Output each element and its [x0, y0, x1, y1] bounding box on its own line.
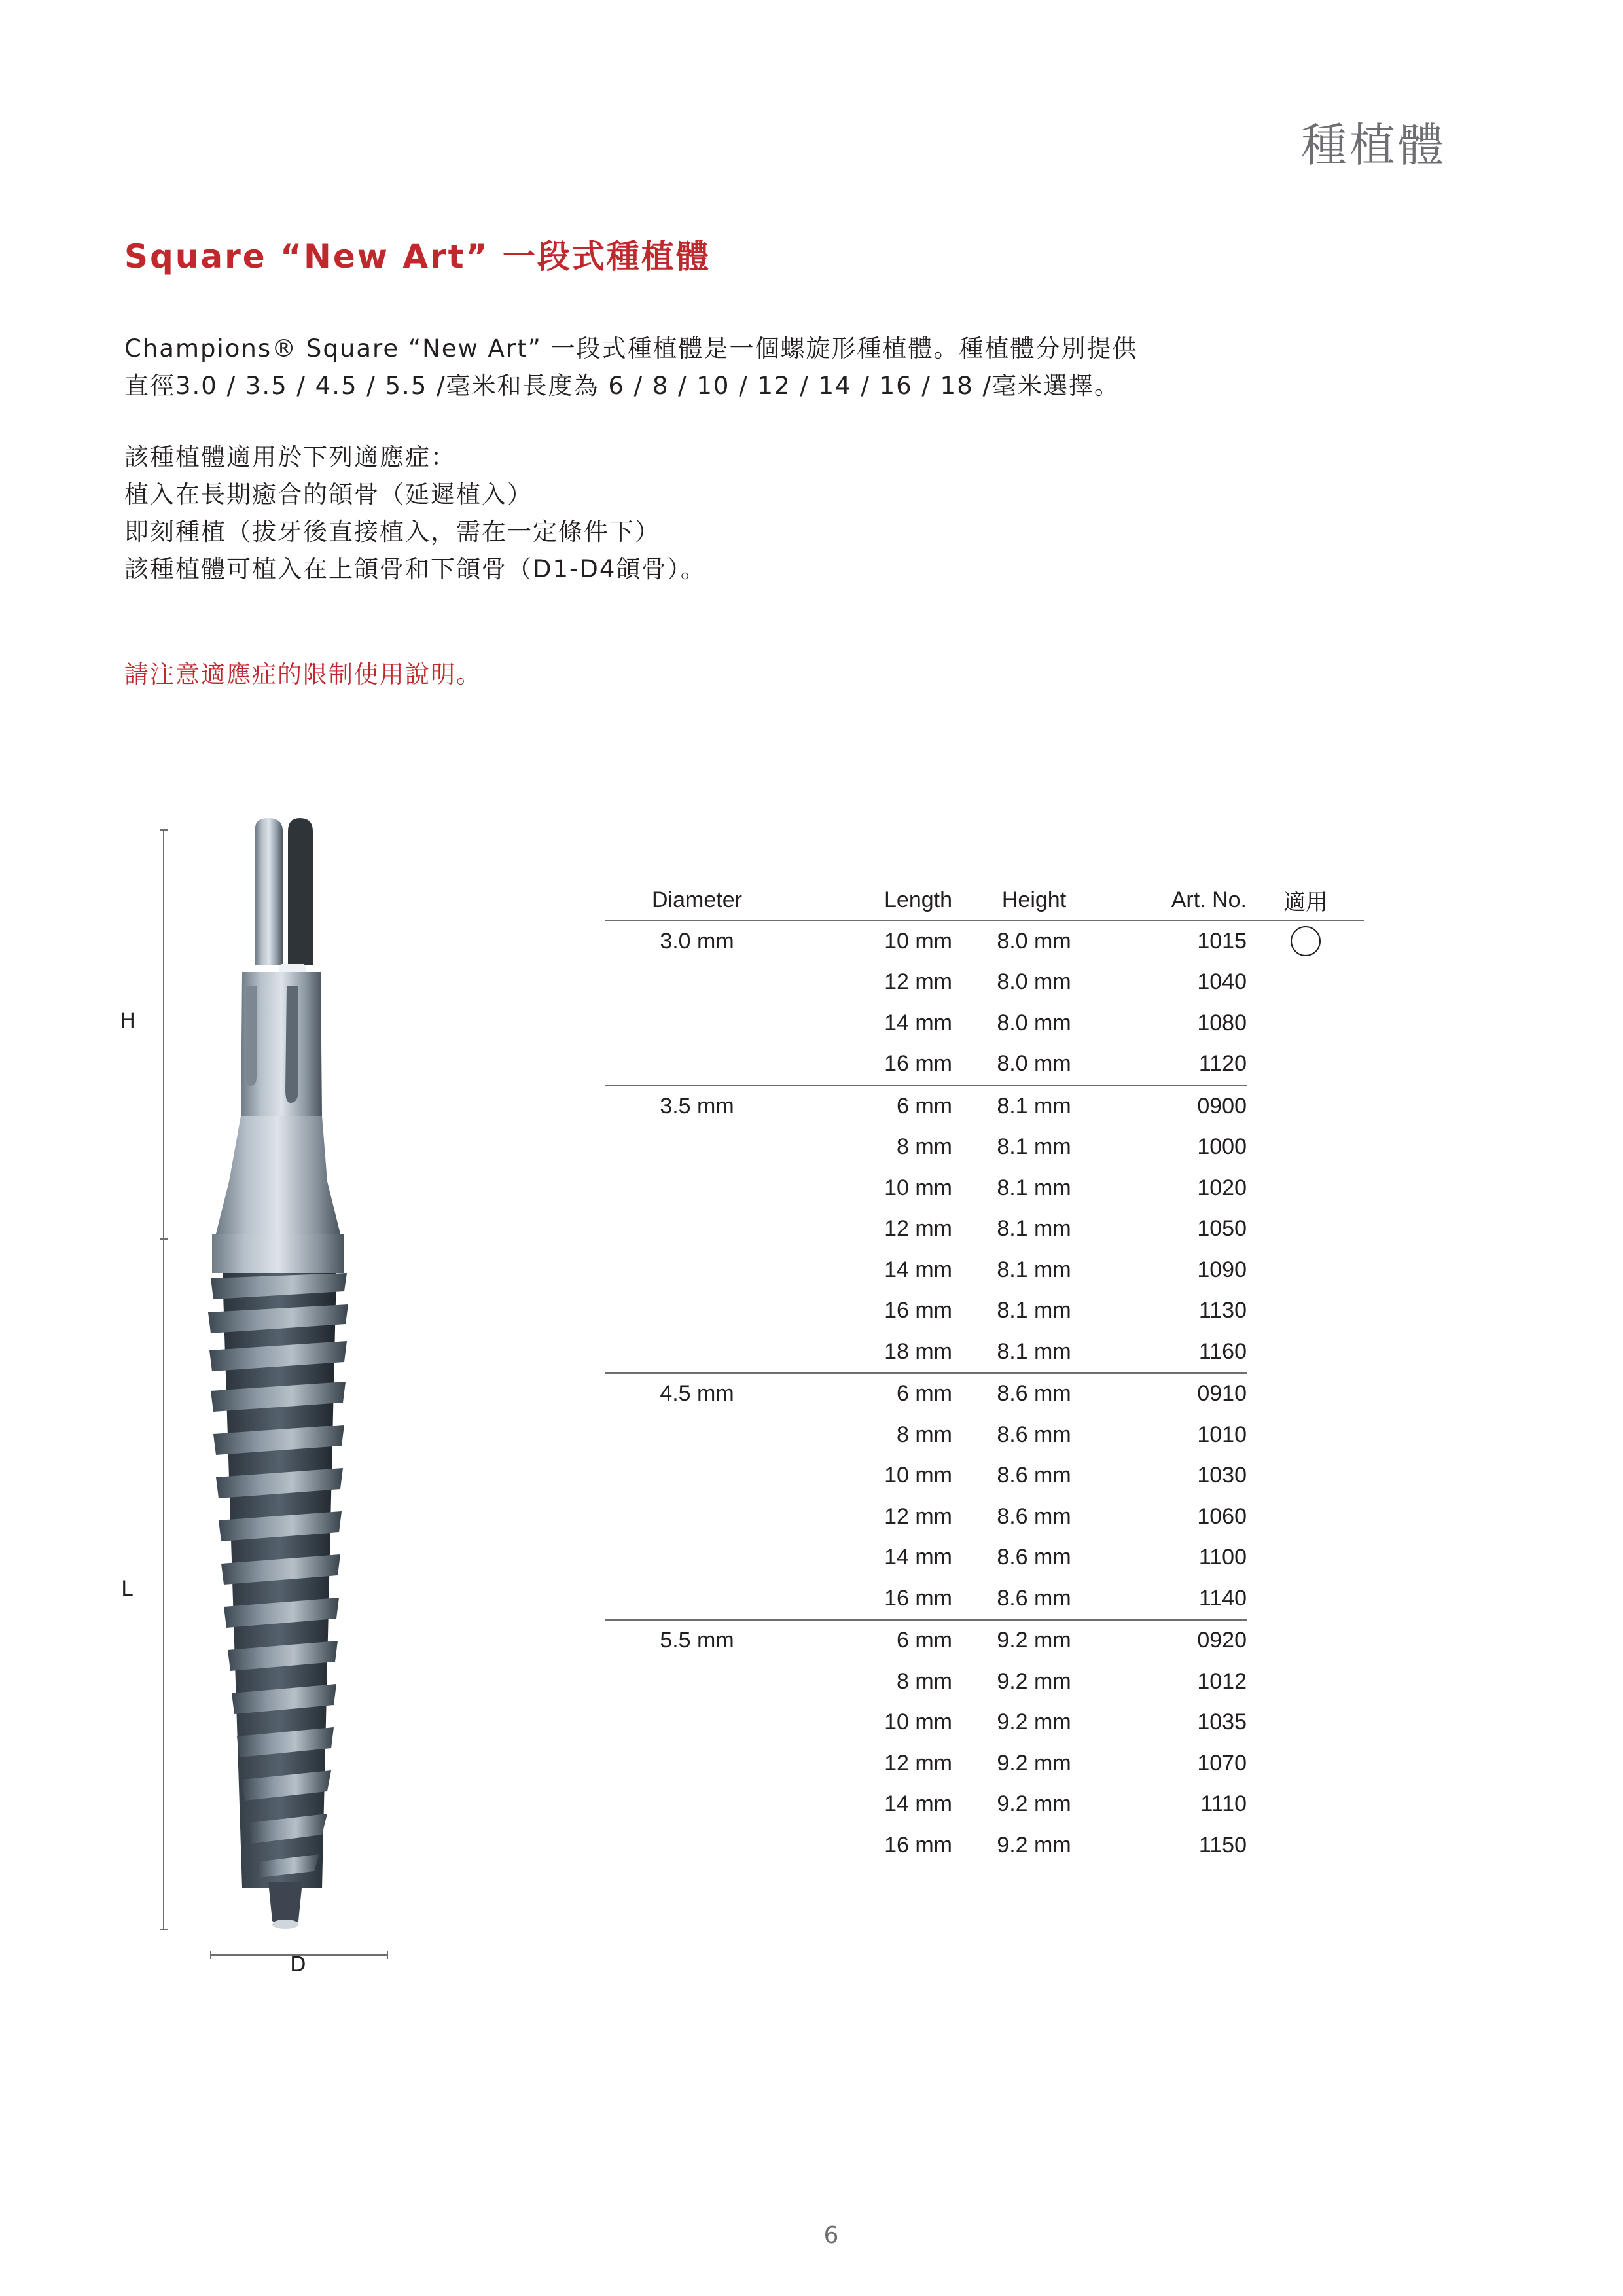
cell-length: 12 mm [884, 1216, 952, 1242]
cell-height: 8.1 mm [997, 1257, 1071, 1282]
cell-art-no: 1140 [1116, 1578, 1247, 1620]
cell-diameter [605, 1661, 789, 1702]
cell-height: 9.2 mm [997, 1832, 1071, 1857]
cell-diameter [605, 1209, 789, 1250]
cell-diameter [605, 962, 789, 1003]
cell-diameter [605, 1414, 789, 1456]
table-row [605, 1291, 1364, 1332]
cell-length: 10 mm [884, 1175, 952, 1200]
cell-length: 18 mm [789, 1331, 952, 1373]
cell-diameter [605, 1743, 789, 1784]
column-header-applicable: 適用 [1247, 880, 1364, 920]
column-header-diameter: Diameter [605, 880, 789, 920]
cell-length: 8 mm [897, 1134, 952, 1160]
cell-art-no: 1070 [1197, 1750, 1247, 1776]
cell-art-no: 1035 [1197, 1710, 1247, 1735]
page-title: Square “New Art” 一段式種植體 [124, 238, 711, 276]
cell-length: 10 mm [884, 928, 952, 954]
cell-diameter [605, 1331, 789, 1373]
cell-diameter [605, 1578, 789, 1620]
cell-height: 8.1 mm [997, 1298, 1071, 1323]
table-row [605, 962, 1364, 1003]
dimension-d-label: D [290, 1952, 306, 1977]
cell-height: 8.6 mm [997, 1503, 1071, 1529]
cell-length: 14 mm [884, 1791, 952, 1817]
page-number: 6 [823, 2222, 839, 2249]
cell-length: 10 mm [884, 1710, 952, 1735]
cell-diameter [605, 1249, 789, 1291]
table-row [605, 1496, 1364, 1537]
section-label: 種植體 [1301, 118, 1446, 172]
table-row [605, 1414, 1364, 1456]
cell-height: 8.1 mm [952, 1331, 1116, 1373]
intro-line: Champions® Square “New Art” 一段式種植體是一個螺旋形種植體。種植體分別提供 [124, 334, 1138, 363]
cell-art-no: 1015 [1197, 928, 1247, 954]
cell-art-no: 1010 [1197, 1422, 1247, 1447]
cell-art-no: 1012 [1197, 1668, 1247, 1694]
cell-diameter: 3.0 mm [660, 928, 734, 954]
cell-art-no: 1030 [1197, 1463, 1247, 1488]
cell-diameter: 4.5 mm [660, 1381, 734, 1407]
intro-line: 直徑3.0 / 3.5 / 4.5 / 5.5 /毫米和長度為 6 / 8 / 10 / 12 / 14 / 16 / 18 /毫米選擇。 [124, 372, 1120, 400]
table-row [605, 1456, 1364, 1497]
cell-length: 16 mm [884, 1832, 952, 1857]
cell-diameter [605, 1496, 789, 1537]
cell-height: 8.6 mm [997, 1545, 1071, 1570]
table-row [605, 1003, 1364, 1044]
cell-height: 8.6 mm [952, 1578, 1116, 1620]
cell-height: 9.2 mm [997, 1668, 1071, 1694]
table-row [605, 1825, 1364, 1866]
table-row [605, 1373, 1364, 1415]
cell-art-no: 1090 [1197, 1257, 1247, 1282]
cell-height: 8.0 mm [997, 969, 1071, 995]
cell-length: 12 mm [884, 1503, 952, 1529]
cell-art-no: 1160 [1116, 1331, 1247, 1373]
cell-height: 8.6 mm [997, 1463, 1071, 1488]
table-row [605, 1743, 1364, 1784]
cell-length: 10 mm [884, 1463, 952, 1488]
cell-art-no: 1120 [1116, 1044, 1247, 1086]
table-row [605, 1331, 1364, 1373]
indication-item: 該種植體可植入在上頜骨和下頜骨（D1-D4頜骨）。 [124, 555, 706, 583]
table-row [605, 920, 1364, 962]
column-header-art-no: Art. No. [1116, 880, 1247, 920]
cell-height: 9.2 mm [997, 1750, 1071, 1776]
cell-art-no: 1060 [1197, 1503, 1247, 1529]
cell-height: 9.2 mm [997, 1791, 1071, 1817]
indications-heading: 該種植體適用於下列適應症： [124, 443, 456, 471]
table-row [605, 1578, 1364, 1620]
table-row [605, 1702, 1364, 1744]
cell-height: 8.1 mm [997, 1175, 1071, 1200]
dimension-l-label: L [121, 1576, 133, 1601]
cell-length: 14 mm [884, 1545, 952, 1570]
cell-length: 6 mm [897, 1628, 952, 1653]
table-row [605, 1620, 1364, 1662]
cell-art-no: 1050 [1197, 1216, 1247, 1242]
table-row [605, 1249, 1364, 1291]
cell-diameter [605, 1784, 789, 1825]
cell-art-no: 1150 [1198, 1832, 1247, 1857]
cell-diameter [605, 1044, 789, 1086]
table-row [605, 1044, 1364, 1086]
cell-diameter [605, 1702, 789, 1744]
cell-length: 14 mm [884, 1257, 952, 1282]
cell-art-no: 1110 [1200, 1791, 1247, 1817]
cell-art-no: 1100 [1198, 1545, 1247, 1570]
cell-height: 8.0 mm [997, 928, 1071, 954]
cell-art-no: 1000 [1197, 1134, 1247, 1160]
cell-diameter [605, 1537, 789, 1579]
cell-art-no: 1130 [1198, 1298, 1247, 1323]
cell-height: 8.1 mm [997, 1134, 1071, 1160]
cell-length: 8 mm [897, 1422, 952, 1447]
cell-length: 6 mm [897, 1093, 952, 1119]
cell-length: 6 mm [897, 1381, 952, 1407]
cell-length: 16 mm [884, 1298, 952, 1323]
cell-length: 8 mm [897, 1668, 952, 1694]
cell-length: 16 mm [789, 1044, 952, 1086]
table-header-row [605, 880, 1364, 920]
table-row [605, 1127, 1364, 1168]
cell-length: 16 mm [789, 1578, 952, 1620]
usage-note: 請注意適應症的限制使用說明。 [124, 660, 482, 689]
applicable-circle-icon [1291, 926, 1321, 956]
table-row [605, 1661, 1364, 1702]
table-row [605, 1784, 1364, 1825]
indication-item: 植入在長期癒合的頜骨（延遲植入） [124, 480, 533, 509]
cell-diameter [605, 1291, 789, 1332]
table-row [605, 1085, 1364, 1127]
table-row [605, 1209, 1364, 1250]
cell-applicable [1247, 920, 1364, 962]
cell-diameter [605, 1168, 789, 1209]
cell-art-no: 1020 [1197, 1175, 1247, 1200]
cell-length: 14 mm [884, 1010, 952, 1035]
cell-art-no: 1040 [1197, 969, 1247, 995]
cell-height: 8.0 mm [952, 1044, 1116, 1086]
cell-length: 12 mm [884, 1750, 952, 1776]
cell-diameter [605, 1127, 789, 1168]
table-row [605, 1537, 1364, 1579]
cell-diameter [605, 1456, 789, 1497]
cell-height: 8.0 mm [997, 1010, 1071, 1035]
implant-illustration [151, 815, 412, 1941]
dimension-h-label: H [120, 1008, 136, 1033]
cell-diameter: 5.5 mm [660, 1628, 734, 1653]
cell-diameter [605, 1825, 789, 1866]
cell-art-no: 0900 [1197, 1093, 1247, 1119]
spec-table [605, 880, 1364, 1866]
cell-art-no: 0910 [1197, 1381, 1247, 1407]
cell-height: 8.6 mm [997, 1422, 1071, 1447]
indication-item: 即刻種植（拔牙後直接植入，需在一定條件下） [124, 518, 660, 546]
cell-height: 9.2 mm [997, 1628, 1071, 1653]
cell-art-no: 0920 [1197, 1628, 1247, 1653]
column-header-length: Length [789, 880, 952, 920]
column-header-height: Height [952, 880, 1116, 920]
cell-diameter: 3.5 mm [660, 1093, 734, 1119]
cell-art-no: 1080 [1197, 1010, 1247, 1035]
cell-height: 8.6 mm [997, 1381, 1071, 1407]
cell-height: 8.1 mm [997, 1093, 1071, 1119]
cell-length: 12 mm [884, 969, 952, 995]
cell-height: 9.2 mm [997, 1710, 1071, 1735]
cell-diameter [605, 1003, 789, 1044]
table-row [605, 1168, 1364, 1209]
cell-height: 8.1 mm [997, 1216, 1071, 1242]
